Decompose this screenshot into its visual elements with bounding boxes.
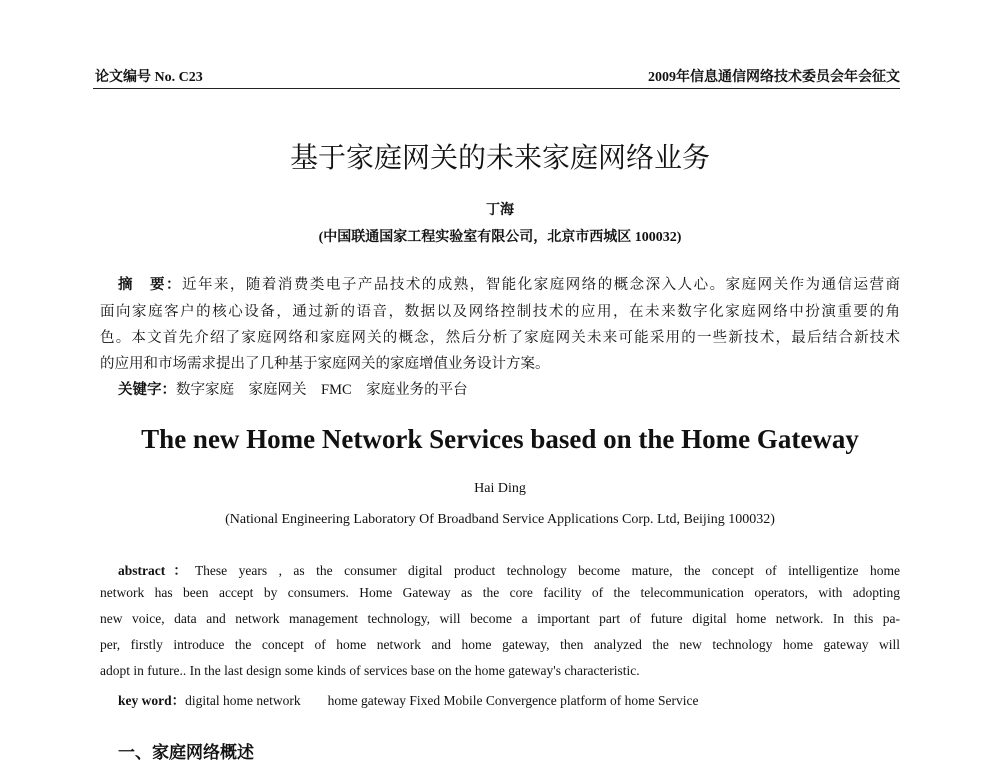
en-title: The new Home Network Services based on the Home Gateway bbox=[141, 424, 859, 454]
cn-author: 丁海 bbox=[486, 203, 514, 218]
cn-keywords-label: 关键字： bbox=[118, 382, 176, 398]
en-abstract-line: per, firstly introduce the concept of home network and home gateway, then analyzed the new technology home gateway will bbox=[100, 637, 900, 652]
paper-number: 论文编号 No. C23 bbox=[95, 70, 203, 85]
en-abstract-line: adopt in future.. In the last design some kinds of services base on the home gateway's characteristic. bbox=[100, 663, 640, 678]
cn-keywords-text: 数字家庭 家庭网关 FMC 家庭业务的平台 bbox=[176, 382, 468, 398]
header-rule bbox=[93, 88, 900, 89]
cn-title: 基于家庭网关的未来家庭网络业务 bbox=[289, 143, 710, 174]
cn-abstract-line: 的应用和市场需求提出了几种基于家庭网关的家庭增值业务设计方案。 bbox=[100, 356, 550, 372]
en-abstract-label: abstract： bbox=[118, 563, 195, 578]
cn-keywords bbox=[118, 378, 900, 399]
en-keywords bbox=[118, 689, 900, 709]
cn-abstract-line bbox=[118, 273, 900, 294]
en-keywords-text: digital home network home gateway Fixed Mobile Convergence platform of home Service bbox=[185, 693, 699, 708]
cn-abstract-line: 面向家庭客户的核心设备，通过新的语音，数据以及网络控制技术的应用，在未来数字化家庭网络中扮演重要的角 bbox=[100, 304, 900, 320]
en-keywords-label: key word： bbox=[118, 693, 186, 708]
cn-affiliation: (中国联通国家工程实验室有限公司，北京市西城区 100032) bbox=[318, 230, 682, 245]
cn-abstract-line: 色。本文首先介绍了家庭网络和家庭网关的概念，然后分析了家庭网关未来可能采用的一些新技术，最后结合新技术 bbox=[100, 330, 900, 346]
cn-abstract-label: 摘 要： bbox=[118, 277, 182, 293]
en-abstract-line bbox=[118, 559, 900, 579]
section-heading: 一、家庭网络概述 bbox=[118, 743, 254, 760]
en-abstract-text: These years , as the consumer digital product technology become mature, the concept of intelligentize home bbox=[194, 563, 901, 578]
en-abstract-line: network has been accept by consumers. Home Gateway as the core facility of the telecommunication operators, with adopting bbox=[100, 585, 900, 600]
conference-name: 2009年信息通信网络技术委员会年会征文 bbox=[648, 70, 900, 85]
en-author: Hai Ding bbox=[474, 481, 526, 496]
cn-abstract-text: 近年来，随着消费类电子产品技术的成熟，智能化家庭网络的概念深入人心。家庭网关作为通信运营商 bbox=[181, 277, 901, 293]
en-affiliation: (National Engineering Laboratory Of Broadband Service Applications Corp. Ltd, Beijing 100032) bbox=[225, 512, 775, 527]
en-abstract-line: new voice, data and network management technology, will become a important part of future digital home network. In this pa- bbox=[100, 611, 900, 626]
